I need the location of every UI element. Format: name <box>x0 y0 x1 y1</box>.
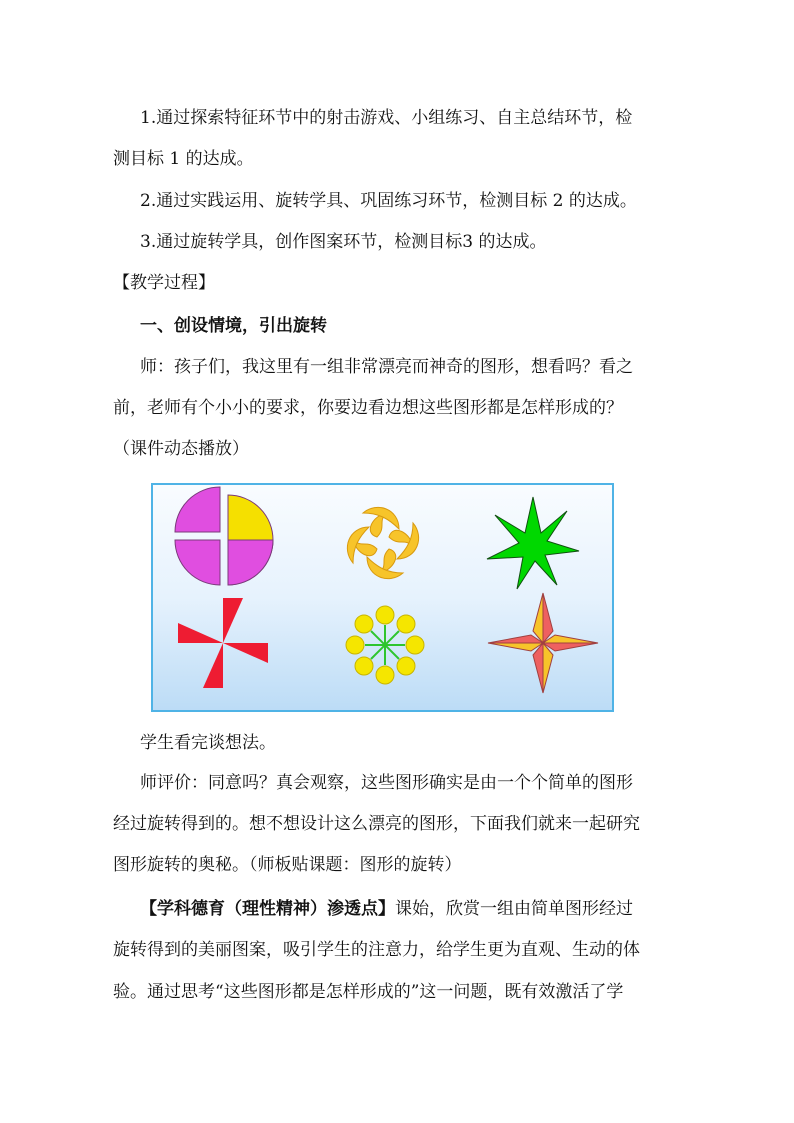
goal-1-line-1: 1.通过探索特征环节中的射击游戏、小组练习、自主总结环节，检 <box>140 108 633 128</box>
pinwheel-quarter-circles <box>175 487 273 585</box>
students-reaction: 学生看完谈想法。 <box>140 733 276 753</box>
moral-point-line-3: 验。通过思考“这些图形都是怎样形成的”这一问题，既有效激活了学 <box>113 982 624 1002</box>
moral-point-line-1 <box>140 899 713 920</box>
moral-point-label: 【学科德育（理性精神）渗透点】 <box>140 899 395 919</box>
goal-2: 2.通过实践运用、旋转学具、巩固练习环节，检测目标 2 的达成。 <box>140 191 637 211</box>
green-star <box>487 497 579 589</box>
goal-1-line-2: 测目标 1 的达成。 <box>113 149 254 169</box>
teacher-comment-line-3: 图形旋转的奥秘。（师板贴课题：图形的旋转） <box>113 855 462 875</box>
teacher-intro-line-3: （课件动态播放） <box>113 439 249 459</box>
moral-point-text: 课始，欣赏一组由简单图形经过 <box>395 899 633 919</box>
moral-point-line-2: 旋转得到的美丽图案，吸引学生的注意力，给学生更为直观、生动的体 <box>113 940 640 960</box>
yellow-swirl-flower <box>347 507 418 578</box>
teacher-intro-line-2: 前，老师有个小小的要求，你要边看边想这些图形都是怎样形成的？ <box>113 398 623 418</box>
rotation-figures-image <box>151 483 614 712</box>
yellow-snowflake <box>346 606 424 684</box>
teacher-comment-line-2: 经过旋转得到的。想不想设计这么漂亮的图形，下面我们就来一起研究 <box>113 814 640 834</box>
subheading: 一、创设情境，引出旋转 <box>140 316 327 336</box>
section-heading: 【教学过程】 <box>113 273 215 293</box>
teacher-intro-line-1: 师：孩子们，我这里有一组非常漂亮而神奇的图形，想看吗？看之 <box>140 357 633 377</box>
teacher-comment-line-1: 师评价：同意吗？真会观察，这些图形确实是由一个个简单的图形 <box>140 773 633 793</box>
goal-3: 3.通过旋转学具，创作图案环节，检测目标3 的达成。 <box>140 232 547 252</box>
red-yellow-four-point-star <box>488 593 598 693</box>
red-pinwheel <box>178 598 268 688</box>
